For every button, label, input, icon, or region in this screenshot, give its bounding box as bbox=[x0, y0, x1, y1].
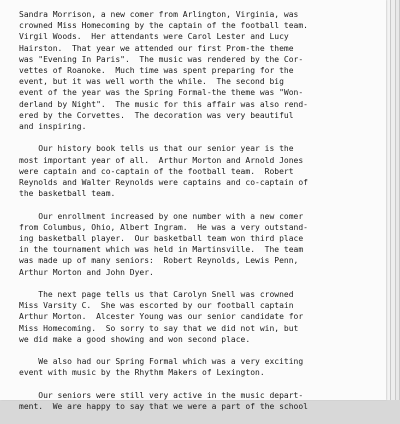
text-line: ment. We are happy to say that we were a part of the school bbox=[19, 402, 308, 412]
text-line: from Columbus, Ohio, Albert Ingram. He was a very outstand- bbox=[19, 222, 308, 232]
text-line: we did make a good showing and won second place. bbox=[19, 334, 251, 344]
text-line: most important year of all. Arthur Morton and Arnold Jones bbox=[19, 155, 304, 165]
text-line: crowned Miss Homecoming by the captain of the football team. bbox=[19, 21, 308, 31]
text-line: event with music by the Rhythm Makers of Lexington. bbox=[19, 368, 265, 378]
text-line: Our seniors were still very active in the music depart- bbox=[19, 390, 304, 400]
text-line: was "Evening In Paris". The music was rendered by the Cor- bbox=[19, 54, 304, 64]
text-line: Our history book tells us that our senior year is the bbox=[19, 144, 294, 154]
text-line: Our enrollment increased by one number with a new comer bbox=[19, 211, 304, 221]
paragraph bbox=[19, 211, 381, 278]
paragraph bbox=[19, 143, 381, 199]
text-line: Arthur Morton. Alcester Young was our senior candidate for bbox=[19, 312, 304, 322]
paragraph bbox=[19, 356, 381, 378]
text-line: The next page tells us that Carolyn Snell was crowned bbox=[19, 290, 294, 300]
text-line: Hairston. That year we attended our first Prom-the theme bbox=[19, 43, 294, 53]
text-line: We also had our Spring Formal which was a very exciting bbox=[19, 357, 304, 367]
text-line: derland by Night". The music for this affair was also rend- bbox=[19, 99, 308, 109]
text-line: and inspiring. bbox=[19, 121, 87, 131]
text-line: Arthur Morton and John Dyer. bbox=[19, 267, 154, 277]
text-line: vettes of Roanoke. Much time was spent preparing for the bbox=[19, 65, 294, 75]
text-line: ing basketball player. Our basketball team won third place bbox=[19, 233, 304, 243]
text-line: Virgil Woods. Her attendants were Carol Lester and Lucy bbox=[19, 32, 289, 42]
text-line: the basketball team. bbox=[19, 189, 116, 199]
paragraph bbox=[19, 289, 381, 345]
text-line: ered by the Corvettes. The decoration was very beautiful bbox=[19, 110, 294, 120]
paragraph bbox=[19, 390, 381, 412]
text-line: event, but it was well worth the while. The second big bbox=[19, 77, 284, 87]
text-line: in the tournament which was held in Martinsville. The team bbox=[19, 245, 304, 255]
text-line: were captain and co-captain of the football team. Robert bbox=[19, 166, 294, 176]
text-line: event of the year was the Spring Formal-the theme was "Won- bbox=[19, 88, 304, 98]
text-line: Reynolds and Walter Reynolds were captains and co-captain of bbox=[19, 177, 308, 187]
text-line: Miss Homecoming. So sorry to say that we did not win, but bbox=[19, 323, 299, 333]
document-body bbox=[19, 9, 381, 424]
paragraph bbox=[19, 9, 381, 132]
text-line: Sandra Morrison, a new comer from Arlington, Virginia, was bbox=[19, 10, 299, 19]
text-line: was made up of many seniors: Robert Reynolds, Lewis Penn, bbox=[19, 256, 299, 266]
text-line: Miss Varsity C. She was escorted by our football captain bbox=[19, 301, 294, 311]
